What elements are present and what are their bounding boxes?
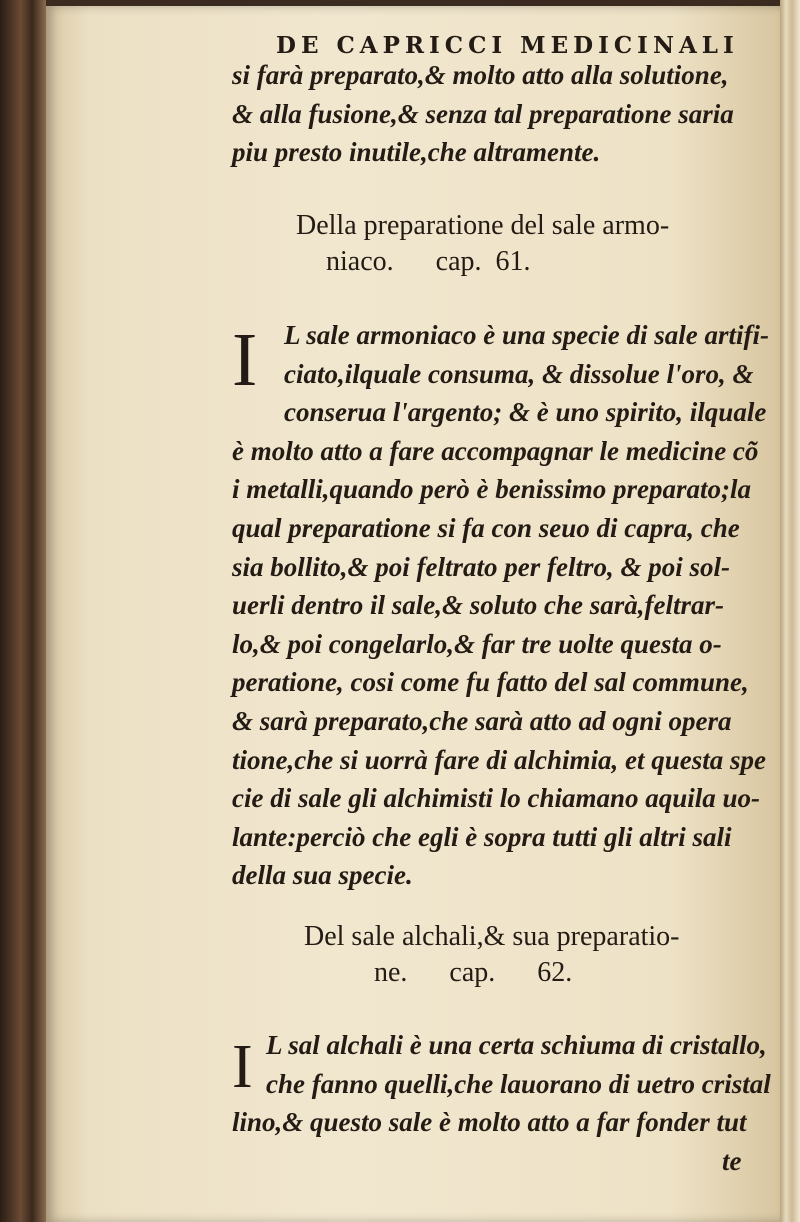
text-line: L sale armoniaco è una specie di sale artifi-: [284, 320, 769, 350]
drop-capital: I: [232, 318, 258, 402]
text-line: è molto atto a fare accompagnar le medicine cõ: [232, 435, 759, 466]
text-line: della sua specie.: [232, 860, 413, 891]
catchword: te: [722, 1145, 742, 1176]
intro-text: [232, 56, 734, 172]
text-line: che fanno quelli,che lauorano di uetro cristal: [266, 1068, 771, 1099]
text-line: L sal alchali è una certa schiuma di cristallo,: [266, 1030, 767, 1060]
book-spine: [0, 0, 46, 1222]
book-page: [46, 6, 780, 1222]
heading-line: ne. cap. 62.: [374, 957, 573, 988]
chapter-61-body: [232, 316, 769, 895]
chapter-61-heading: [296, 208, 669, 280]
heading-line: Della preparatione del sale armo-: [296, 210, 670, 241]
text-line: qual preparatione si fa con seuo di capra, che: [232, 512, 740, 543]
text-line: lo,& poi congelarlo,& far tre uolte questa o-: [232, 628, 722, 659]
running-head: DE CAPRICCI MEDICINALI: [276, 32, 739, 59]
text-line: ciato,ilquale consuma, & dissolue l'oro, &: [284, 358, 754, 389]
chapter-62-body: [232, 1026, 771, 1180]
text-line: & alla fusione,& senza tal preparatione saria: [232, 98, 734, 129]
text-line: lante:perciò che egli è sopra tutti gli altri sali: [232, 821, 732, 852]
text-line: cie di sale gli alchimisti lo chiamano aquila uo-: [232, 783, 761, 814]
text-line: conserua l'argento; & è uno spirito, ilquale: [284, 397, 767, 428]
text-line: uerli dentro il sale,& soluto che sarà,feltrar-: [232, 590, 725, 621]
text-line: piu presto inutile,che altramente.: [232, 137, 601, 168]
text-line: & sarà preparato,che sarà atto ad ogni opera: [232, 705, 732, 736]
chapter-62-heading: [304, 919, 680, 991]
text-line: sia bollito,& poi feltrato per feltro, & poi sol-: [232, 551, 730, 582]
text-line: peratione, cosi come fu fatto del sal commune,: [232, 667, 749, 698]
drop-capital: I: [232, 1033, 253, 1101]
heading-line: niaco. cap. 61.: [326, 246, 531, 277]
text-line: si farà preparato,& molto atto alla solutione,: [232, 60, 729, 90]
text-line: i metalli,quando però è benissimo preparato;la: [232, 474, 752, 505]
page-edge: [780, 0, 800, 1222]
heading-line: Del sale alchali,& sua preparatio-: [304, 921, 680, 952]
text-line: tione,che si uorrà fare di alchimia, et questa spe: [232, 744, 767, 775]
text-line: lino,& questo sale è molto atto a far fonder tut: [232, 1107, 747, 1138]
